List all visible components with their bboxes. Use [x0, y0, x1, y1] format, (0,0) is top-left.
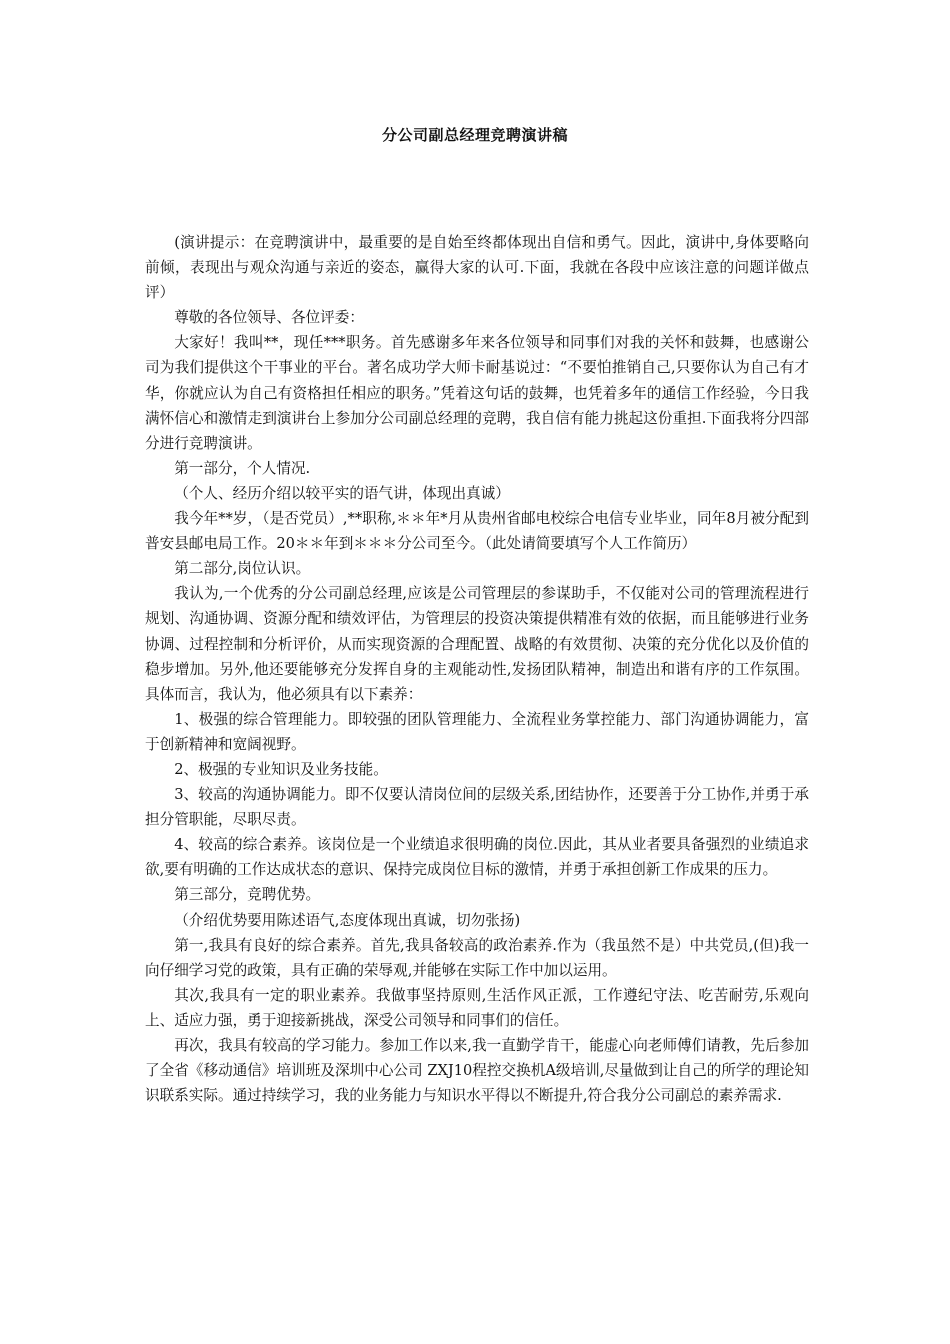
paragraph-greeting: 大家好！我叫**，现任***职务。首先感谢多年来各位领导和同事们对我的关怀和鼓舞，也感谢公司为我们提供这个干事业的平台。著名成功学大师卡耐基说过：“不要怕推销自己,只要你认为自己有才华，你就应认为自己有资格担任相应的职务。”凭着这句话的鼓舞，也凭着多年的通信工作经验，今日我满怀信心和激情走到演讲台上参加分公司副总经理的竞聘，我自信有能力挑起这份重担.下面我将分四部分进行竞聘演讲。 — [145, 334, 809, 452]
paragraph-quality-2: 2、极强的专业知识及业务技能。 — [174, 760, 388, 778]
paragraph-part-one-tip: （个人、经历介绍以较平实的语气讲，体现出真诚） — [174, 484, 510, 502]
paragraph-advantage-second: 其次,我具有一定的职业素养。我做事坚持原则,生活作风正派，工作遵纪守法、吃苦耐劳,乐观向上、适应力强，勇于迎接新挑战，深受公司领导和同事们的信任。 — [145, 986, 809, 1029]
document-body — [145, 230, 809, 1108]
paragraph-advantage-third: 再次，我具有较高的学习能力。参加工作以来,我一直勤学肯干，能虚心向老师傅们请教，先后参加了全省《移动通信》培训班及深圳中心公司 ZXJ10程控交换机A级培训,尽量做到让自己的所学的理论知识联系实际。通过持续学习，我的业务能力与知识水平得以不断提升,符合我分公司副总的素养需求. — [145, 1037, 809, 1105]
document-title: 分公司副总经理竞聘演讲稿 — [381, 126, 568, 144]
paragraph-quality-4: 4、较高的综合素养。该岗位是一个业绩追求很明确的岗位.因此，其从业者要具备强烈的业绩追求欲,要有明确的工作达成状态的意识、保持完成岗位目标的激情，并勇于承担创新工作成果的压力。 — [145, 836, 809, 879]
paragraph-salutation: 尊敬的各位领导、各位评委： — [174, 309, 364, 327]
paragraph-part-two-heading: 第二部分,岗位认识。 — [174, 560, 311, 578]
paragraph-role-understanding: 我认为,一个优秀的分公司副总经理,应该是公司管理层的参谋助手，不仅能对公司的管理流程进行规划、沟通协调、资源分配和绩效评估，为管理层的投资决策提供精准有效的依据，而且能够进行业务协调、过程控制和分析评价，从而实现资源的合理配置、战略的有效贯彻、决策的充分优化以及价值的稳步增加。另外,他还要能够充分发挥自身的主观能动性,发扬团队精神，制造出和谐有序的工作氛围。具体而言，我认为，他必须具有以下素养： — [145, 585, 809, 703]
paragraph-advantage-first: 第一,我具有良好的综合素养。首先,我具备较高的政治素养.作为（我虽然不是）中共党员,(但)我一向仔细学习党的政策，具有正确的荣辱观,并能够在实际工作中加以运用。 — [145, 936, 809, 979]
paragraph-quality-1: 1、极强的综合管理能力。即较强的团队管理能力、全流程业务掌控能力、部门沟通协调能力，富于创新精神和宽阔视野。 — [145, 710, 809, 753]
paragraph-part-three-tip: （介绍优势要用陈述语气,态度体现出真诚，切勿张扬) — [174, 911, 521, 929]
paragraph-personal-info: 我今年**岁，（是否党员）,**职称,＊＊年*月从贵州省邮电校综合电信专业毕业，同年8月被分配到普安县邮电局工作。20＊＊年到＊＊＊分公司至今。（此处请简要填写个人工作简历） — [145, 510, 809, 553]
paragraph-part-three-heading: 第三部分，竞聘优势。 — [174, 886, 321, 904]
paragraph-speech-tip: (演讲提示：在竞聘演讲中，最重要的是自始至终都体现出自信和勇气。因此，演讲中,身体要略向前倾，表现出与观众沟通与亲近的姿态，赢得大家的认可.下面，我就在各段中应该注意的问题详做点评） — [145, 234, 809, 302]
paragraph-part-one-heading: 第一部分，个人情况. — [174, 459, 311, 477]
paragraph-quality-3: 3、较高的沟通协调能力。即不仅要认清岗位间的层级关系,团结协作，还要善于分工协作,并勇于承担分管职能，尽职尽责。 — [145, 786, 809, 829]
